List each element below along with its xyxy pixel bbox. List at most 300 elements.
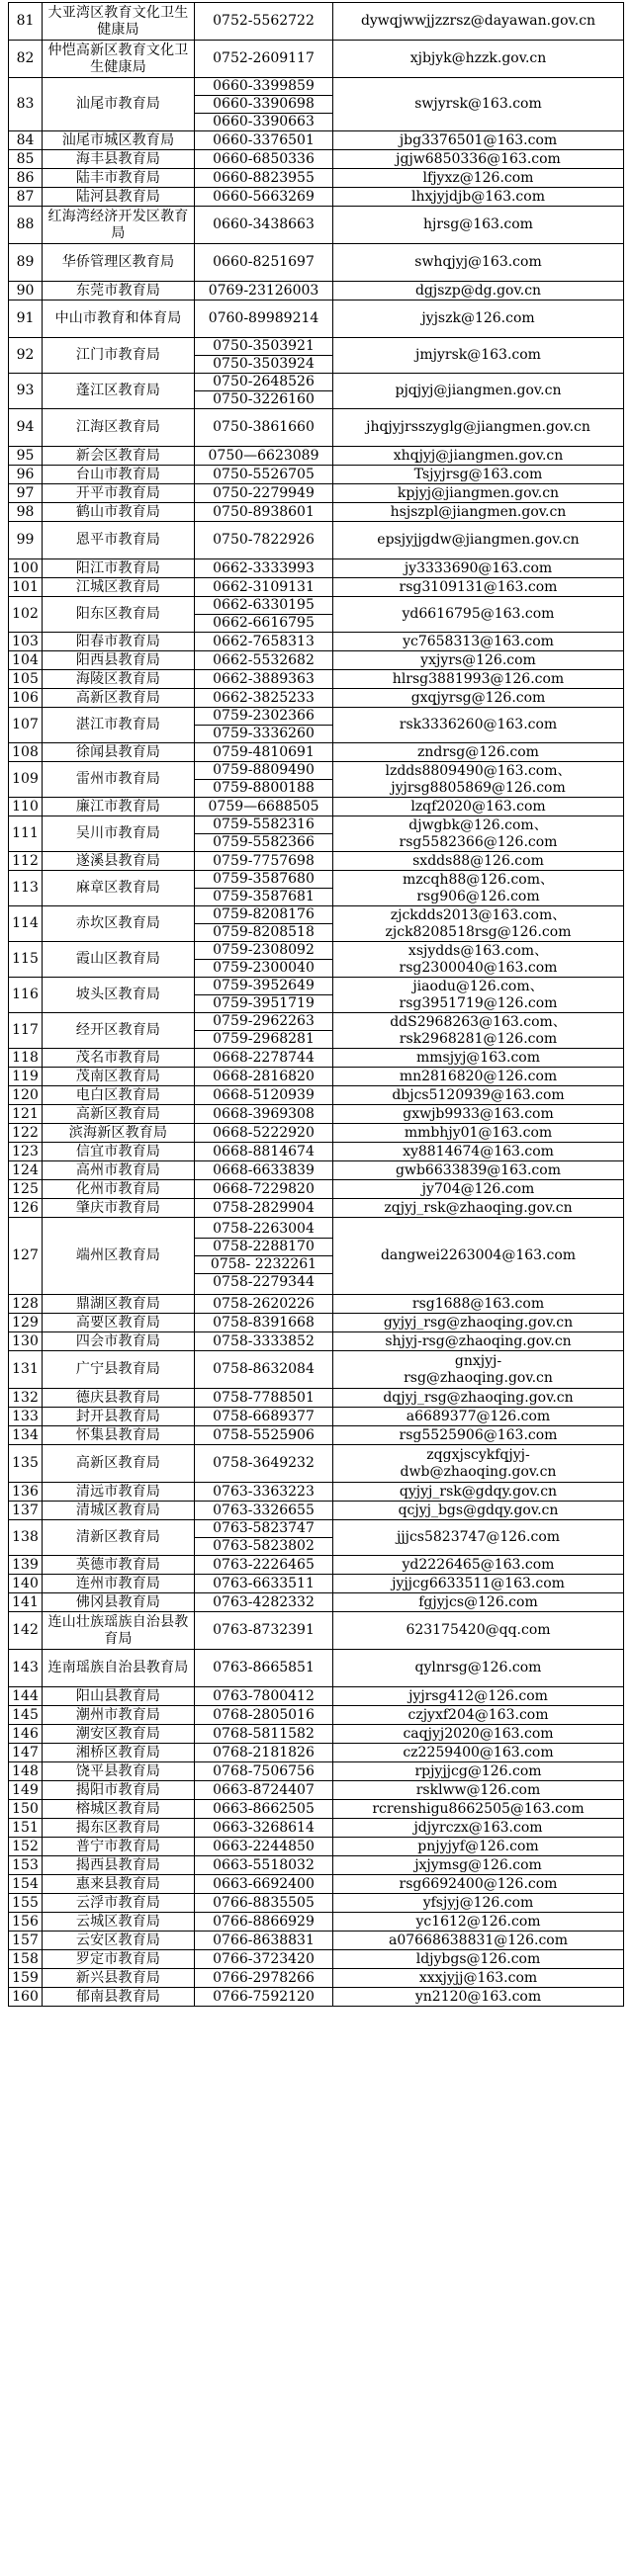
- email-cell: [333, 301, 624, 338]
- phone-number: 0660-6850336: [213, 150, 315, 167]
- bureau-name: 雷州市教育局: [43, 762, 195, 798]
- table-row: [9, 1314, 624, 1332]
- email-address: yc7658313@163.com: [403, 633, 554, 649]
- phone-cell: [195, 1856, 333, 1875]
- email-address: rsg3109131@163.com: [399, 578, 558, 595]
- email-cell: [333, 1161, 624, 1180]
- table-row: [9, 942, 624, 978]
- email-cell: [333, 689, 624, 708]
- email-address: xxxjyjj@163.com: [418, 1969, 538, 1986]
- bureau-name: 阳东区教育局: [43, 597, 195, 633]
- phone-cell: [195, 1913, 333, 1932]
- phone-number: 0759-3951719: [195, 994, 332, 1012]
- phone-number: 0766-3723420: [213, 1950, 315, 1967]
- phone-cell: [195, 1124, 333, 1143]
- email-address: mn2816820@126.com: [399, 1068, 558, 1084]
- email-address: dbjcs5120939@163.com: [392, 1086, 565, 1103]
- email-cell: [333, 244, 624, 282]
- row-number: 147: [9, 1744, 43, 1762]
- phone-cell: [195, 1744, 333, 1762]
- bureau-name: 惠来县教育局: [43, 1875, 195, 1894]
- email-address: ddS2968263@163.com、: [390, 1013, 567, 1030]
- table-row: [9, 1351, 624, 1389]
- phone-cell: [195, 1612, 333, 1650]
- phone-number: 0662-3333993: [213, 559, 315, 576]
- bureau-name: 高州市教育局: [43, 1161, 195, 1180]
- phone-number: 0758-7788501: [213, 1389, 315, 1406]
- phone-number: 0662-6330195: [213, 597, 315, 613]
- email-address: swjyrsk@163.com: [414, 96, 542, 112]
- phone-number: 0759-2962263: [213, 1013, 315, 1029]
- email-cell: [333, 282, 624, 301]
- table-row: [9, 1875, 624, 1894]
- table-row: [9, 1894, 624, 1913]
- email-address: dangwei2263004@163.com: [380, 1247, 577, 1263]
- phone-number: 0668-5120939: [213, 1086, 315, 1103]
- phone-number: 0768-5811582: [213, 1725, 315, 1742]
- email-address: mmbhjy01@163.com: [404, 1124, 553, 1141]
- phone-cell: [195, 1762, 333, 1781]
- email-address: xjbjyk@hzzk.gov.cn: [409, 50, 547, 66]
- phone-number: 0759-5582366: [195, 833, 332, 851]
- table-row: [9, 1800, 624, 1819]
- bureau-name: 大亚湾区教育文化卫生健康局: [43, 3, 195, 41]
- table-row: [9, 409, 624, 447]
- email-address: shjyj-rsg@zhaoqing.gov.cn: [385, 1332, 572, 1349]
- email-address: pjqjyj@jiangmen.gov.cn: [395, 383, 562, 398]
- email-address: jyjszk@126.com: [421, 310, 535, 326]
- phone-number: 0763-8665851: [213, 1660, 315, 1675]
- phone-cell: [195, 374, 333, 409]
- bureau-name: 潮安区教育局: [43, 1725, 195, 1744]
- bureau-name: 霞山区教育局: [43, 942, 195, 978]
- email-address: zjckdds2013@163.com、: [390, 906, 567, 923]
- row-number: 86: [9, 169, 43, 188]
- row-number: 112: [9, 852, 43, 871]
- phone-number: 0759-3336260: [195, 725, 332, 742]
- email-address: yn2120@163.com: [414, 1988, 542, 2005]
- email-cell: [333, 522, 624, 559]
- email-cell: [333, 41, 624, 78]
- email-cell: [333, 207, 624, 244]
- phone-number: 0668-5222920: [213, 1124, 315, 1141]
- email-cell: [333, 447, 624, 466]
- email-address: lzqf2020@163.com: [410, 798, 546, 815]
- phone-cell: [195, 1218, 333, 1295]
- row-number: 102: [9, 597, 43, 633]
- phone-number: 0769-23126003: [208, 282, 319, 299]
- bureau-name: 麻章区教育局: [43, 871, 195, 906]
- row-number: 104: [9, 651, 43, 670]
- bureau-name: 廉江市教育局: [43, 798, 195, 816]
- row-number: 153: [9, 1856, 43, 1875]
- email-address: kpjyj@jiangmen.gov.cn: [397, 484, 560, 501]
- phone-cell: [195, 689, 333, 708]
- email-address: swhqjyj@163.com: [414, 254, 542, 270]
- email-address: gxqjyrsg@126.com: [410, 689, 546, 706]
- bureau-name: 连南瑶族自治县教育局: [43, 1650, 195, 1687]
- table-row: [9, 1781, 624, 1800]
- row-number: 93: [9, 374, 43, 409]
- bureau-name: 高新区教育局: [43, 689, 195, 708]
- email-address: jhqjyjrsszyglg@jiangmen.gov.cn: [366, 419, 590, 435]
- table-row: [9, 1819, 624, 1838]
- phone-number: 0660-3438663: [213, 216, 315, 232]
- contact-list-page: [8, 2, 623, 2007]
- phone-cell: [195, 1426, 333, 1445]
- phone-cell: [195, 1988, 333, 2007]
- email-cell: [333, 1013, 624, 1049]
- bureau-name: 恩平市教育局: [43, 522, 195, 559]
- phone-number: 0759-3587681: [195, 888, 332, 905]
- row-number: 108: [9, 743, 43, 762]
- phone-number: 0750-3503921: [213, 338, 315, 354]
- row-number: 130: [9, 1332, 43, 1351]
- email-cell: [333, 1988, 624, 2007]
- phone-cell: [195, 651, 333, 670]
- table-row: [9, 1932, 624, 1950]
- phone-number: 0759-8208518: [195, 923, 332, 941]
- table-row: [9, 1218, 624, 1295]
- table-row: [9, 1575, 624, 1593]
- bureau-name: 高要区教育局: [43, 1314, 195, 1332]
- bureau-name: 汕尾市城区教育局: [43, 131, 195, 150]
- email-cell: [333, 1199, 624, 1218]
- email-cell: [333, 708, 624, 743]
- email-cell: [333, 1426, 624, 1445]
- table-row: [9, 1161, 624, 1180]
- email-cell: [333, 503, 624, 522]
- phone-number: 0768-7506756: [213, 1762, 315, 1779]
- row-number: 129: [9, 1314, 43, 1332]
- phone-number: 0668-3969308: [213, 1105, 315, 1122]
- email-cell: [333, 871, 624, 906]
- email-cell: [333, 1180, 624, 1199]
- email-cell: [333, 188, 624, 207]
- row-number: 146: [9, 1725, 43, 1744]
- email-address: rsg906@126.com: [416, 888, 540, 904]
- email-cell: [333, 1725, 624, 1744]
- phone-cell: [195, 762, 333, 798]
- email-cell: [333, 1218, 624, 1295]
- table-row: [9, 169, 624, 188]
- email-address: rsg@zhaoqing.gov.cn: [404, 1369, 553, 1386]
- row-number: 114: [9, 906, 43, 942]
- phone-number: 0758- 2232261: [195, 1255, 332, 1273]
- email-address: xsjydds@163.com、: [407, 942, 549, 959]
- email-address: jgjw6850336@163.com: [396, 150, 561, 167]
- phone-cell: [195, 578, 333, 597]
- phone-number: 0758-5525906: [213, 1426, 315, 1443]
- row-number: 87: [9, 188, 43, 207]
- phone-number: 0759-2308092: [213, 942, 315, 958]
- email-address: a07668638831@126.com: [388, 1932, 569, 1948]
- phone-number: 0660-5663269: [213, 188, 315, 205]
- email-cell: [333, 1706, 624, 1725]
- phone-number: 0668-2816820: [213, 1068, 315, 1084]
- bureau-name: 湘桥区教育局: [43, 1744, 195, 1762]
- phone-number: 0663-8724407: [213, 1781, 315, 1798]
- bureau-name: 茂名市教育局: [43, 1049, 195, 1068]
- email-address: rsk3336260@163.com: [399, 717, 558, 732]
- table-row: [9, 871, 624, 906]
- phone-cell: [195, 1575, 333, 1593]
- phone-number: 0750-8938601: [213, 503, 315, 520]
- email-cell: [333, 651, 624, 670]
- phone-cell: [195, 852, 333, 871]
- phone-number: 0750—6623089: [208, 447, 319, 464]
- email-cell: [333, 978, 624, 1013]
- table-row: [9, 1687, 624, 1706]
- table-row: [9, 762, 624, 798]
- email-cell: [333, 578, 624, 597]
- email-address: yd6616795@163.com: [402, 606, 555, 622]
- table-row: [9, 816, 624, 852]
- row-number: 141: [9, 1593, 43, 1612]
- row-number: 155: [9, 1894, 43, 1913]
- row-number: 127: [9, 1218, 43, 1295]
- phone-number: 0759-3952649: [213, 978, 315, 993]
- email-cell: [333, 1800, 624, 1819]
- phone-number: 0663-2244850: [213, 1838, 315, 1854]
- bureau-name: 东莞市教育局: [43, 282, 195, 301]
- email-address: rsk2968281@126.com: [399, 1030, 558, 1047]
- phone-number: 0662-3889363: [213, 670, 315, 687]
- bureau-name: 江海区教育局: [43, 409, 195, 447]
- table-row: [9, 633, 624, 651]
- table-row: [9, 1389, 624, 1408]
- email-cell: [333, 597, 624, 633]
- email-cell: [333, 1744, 624, 1762]
- phone-number: 0662-5532682: [213, 651, 315, 668]
- bureau-name: 蓬江区教育局: [43, 374, 195, 409]
- table-row: [9, 447, 624, 466]
- phone-number: 0763-8732391: [213, 1622, 315, 1638]
- phone-cell: [195, 244, 333, 282]
- phone-number: 0663-3268614: [213, 1819, 315, 1836]
- bureau-name: 阳江市教育局: [43, 559, 195, 578]
- email-address: rsg5525906@163.com: [399, 1426, 558, 1443]
- bureau-name: 开平市教育局: [43, 484, 195, 503]
- phone-number: 0759-2302366: [213, 708, 315, 724]
- phone-cell: [195, 1199, 333, 1218]
- bureau-name: 英德市教育局: [43, 1556, 195, 1575]
- phone-cell: [195, 1650, 333, 1687]
- phone-number: 0663-8662505: [213, 1800, 315, 1817]
- email-address: jjjcs5823747@126.com: [396, 1529, 561, 1545]
- table-row: [9, 282, 624, 301]
- email-cell: [333, 131, 624, 150]
- row-number: 100: [9, 559, 43, 578]
- row-number: 145: [9, 1706, 43, 1725]
- bureau-name: 连山壮族瑶族自治县教育局: [43, 1612, 195, 1650]
- phone-cell: [195, 1556, 333, 1575]
- bureau-name: 鼎湖区教育局: [43, 1295, 195, 1314]
- bureau-name: 滨海新区教育局: [43, 1124, 195, 1143]
- phone-cell: [195, 942, 333, 978]
- email-address: gxwjb9933@163.com: [403, 1105, 554, 1122]
- email-cell: [333, 78, 624, 131]
- bureau-name: 清新区教育局: [43, 1520, 195, 1556]
- table-row: [9, 1049, 624, 1068]
- phone-number: 0758-2620226: [213, 1295, 315, 1312]
- email-address: 623175420@qq.com: [406, 1622, 551, 1638]
- email-address: fgjyjcs@126.com: [418, 1593, 538, 1610]
- table-row: [9, 78, 624, 131]
- email-address: jiaodu@126.com、: [412, 978, 544, 994]
- email-cell: [333, 762, 624, 798]
- row-number: 151: [9, 1819, 43, 1838]
- email-address: jmjyrsk@163.com: [415, 347, 541, 363]
- phone-number: 0750-3861660: [213, 419, 315, 435]
- email-cell: [333, 559, 624, 578]
- phone-cell: [195, 503, 333, 522]
- phone-number: 0759-8800188: [195, 779, 332, 797]
- phone-cell: [195, 78, 333, 131]
- row-number: 90: [9, 282, 43, 301]
- table-row: [9, 1180, 624, 1199]
- phone-cell: [195, 484, 333, 503]
- row-number: 131: [9, 1351, 43, 1389]
- phone-cell: [195, 1013, 333, 1049]
- phone-number: 0660-8251697: [213, 254, 315, 270]
- phone-number: 0763-5823747: [213, 1520, 315, 1536]
- email-cell: [333, 409, 624, 447]
- phone-number: 0768-2805016: [213, 1706, 315, 1723]
- phone-number: 0662-3825233: [213, 689, 315, 706]
- bureau-name: 郁南县教育局: [43, 1988, 195, 2007]
- table-row: [9, 1762, 624, 1781]
- phone-cell: [195, 1781, 333, 1800]
- phone-number: 0752-5562722: [213, 13, 315, 29]
- phone-number: 0750-3503924: [195, 355, 332, 373]
- table-row: [9, 852, 624, 871]
- phone-cell: [195, 207, 333, 244]
- phone-number: 0759-4810691: [213, 743, 315, 760]
- email-address: Tsjyjrsg@163.com: [413, 466, 543, 482]
- row-number: 97: [9, 484, 43, 503]
- email-cell: [333, 374, 624, 409]
- row-number: 85: [9, 150, 43, 169]
- bureau-name: 华侨管理区教育局: [43, 244, 195, 282]
- phone-cell: [195, 906, 333, 942]
- table-row: [9, 503, 624, 522]
- email-cell: [333, 150, 624, 169]
- table-row: [9, 150, 624, 169]
- email-cell: [333, 338, 624, 374]
- email-cell: [333, 906, 624, 942]
- email-address: yc1612@126.com: [415, 1913, 541, 1930]
- email-address: yfsjyj@126.com: [422, 1894, 534, 1911]
- bureau-name: 江城区教育局: [43, 578, 195, 597]
- row-number: 118: [9, 1049, 43, 1068]
- email-address: mmsjyj@163.com: [415, 1049, 541, 1066]
- table-row: [9, 1295, 624, 1314]
- phone-cell: [195, 131, 333, 150]
- phone-cell: [195, 1800, 333, 1819]
- table-row: [9, 1706, 624, 1725]
- row-number: 136: [9, 1483, 43, 1502]
- phone-cell: [195, 1143, 333, 1161]
- phone-cell: [195, 670, 333, 689]
- phone-number: 0759-8809490: [213, 762, 315, 778]
- row-number: 92: [9, 338, 43, 374]
- row-number: 156: [9, 1913, 43, 1932]
- email-address: zndrsg@126.com: [417, 743, 539, 760]
- table-row: [9, 1988, 624, 2007]
- bureau-name: 阳春市教育局: [43, 633, 195, 651]
- phone-number: 0763-7800412: [213, 1687, 315, 1704]
- phone-cell: [195, 282, 333, 301]
- phone-number: 0760-89989214: [208, 310, 319, 326]
- phone-cell: [195, 1520, 333, 1556]
- email-cell: [333, 1068, 624, 1086]
- phone-cell: [195, 708, 333, 743]
- email-cell: [333, 1575, 624, 1593]
- table-row: [9, 597, 624, 633]
- row-number: 144: [9, 1687, 43, 1706]
- phone-cell: [195, 1351, 333, 1389]
- row-number: 101: [9, 578, 43, 597]
- email-address: jxjymsg@126.com: [414, 1856, 542, 1873]
- email-address: qyjyj_rsk@gdqy.gov.cn: [399, 1483, 558, 1500]
- row-number: 121: [9, 1105, 43, 1124]
- phone-cell: [195, 447, 333, 466]
- phone-number: 0752-2609117: [213, 50, 315, 66]
- phone-cell: [195, 1593, 333, 1612]
- email-cell: [333, 798, 624, 816]
- table-row: [9, 1068, 624, 1086]
- email-cell: [333, 1593, 624, 1612]
- email-address: lfjyxz@126.com: [422, 169, 534, 186]
- phone-number: 0766-8866929: [213, 1913, 315, 1930]
- row-number: 99: [9, 522, 43, 559]
- table-row: [9, 708, 624, 743]
- bureau-name: 连州市教育局: [43, 1575, 195, 1593]
- table-row: [9, 484, 624, 503]
- row-number: 94: [9, 409, 43, 447]
- email-address: sxdds88@126.com: [412, 852, 544, 869]
- email-address: jyjrsg412@126.com: [408, 1687, 548, 1704]
- table-row: [9, 1556, 624, 1575]
- email-cell: [333, 633, 624, 651]
- phone-number: 0663-6692400: [213, 1875, 315, 1892]
- email-address: jyjjcg6633511@163.com: [392, 1575, 565, 1591]
- row-number: 150: [9, 1800, 43, 1819]
- phone-number: 0759-2968281: [195, 1030, 332, 1048]
- phone-number: 0660-3376501: [213, 131, 315, 148]
- email-cell: [333, 3, 624, 41]
- row-number: 107: [9, 708, 43, 743]
- email-address: mzcqh88@126.com、: [402, 871, 554, 888]
- table-row: [9, 1838, 624, 1856]
- email-address: rsg1688@163.com: [411, 1295, 545, 1312]
- phone-cell: [195, 559, 333, 578]
- email-address: yd2226465@163.com: [402, 1556, 555, 1573]
- row-number: 142: [9, 1612, 43, 1650]
- row-number: 128: [9, 1295, 43, 1314]
- bureau-name: 仲恺高新区教育文化卫生健康局: [43, 41, 195, 78]
- email-address: jyjrsg8805869@126.com: [391, 779, 566, 796]
- email-address: qylnrsg@126.com: [414, 1660, 542, 1675]
- table-row: [9, 188, 624, 207]
- email-cell: [333, 1105, 624, 1124]
- row-number: 159: [9, 1969, 43, 1988]
- table-row: [9, 1408, 624, 1426]
- table-row: [9, 244, 624, 282]
- table-row: [9, 743, 624, 762]
- table-row: [9, 1199, 624, 1218]
